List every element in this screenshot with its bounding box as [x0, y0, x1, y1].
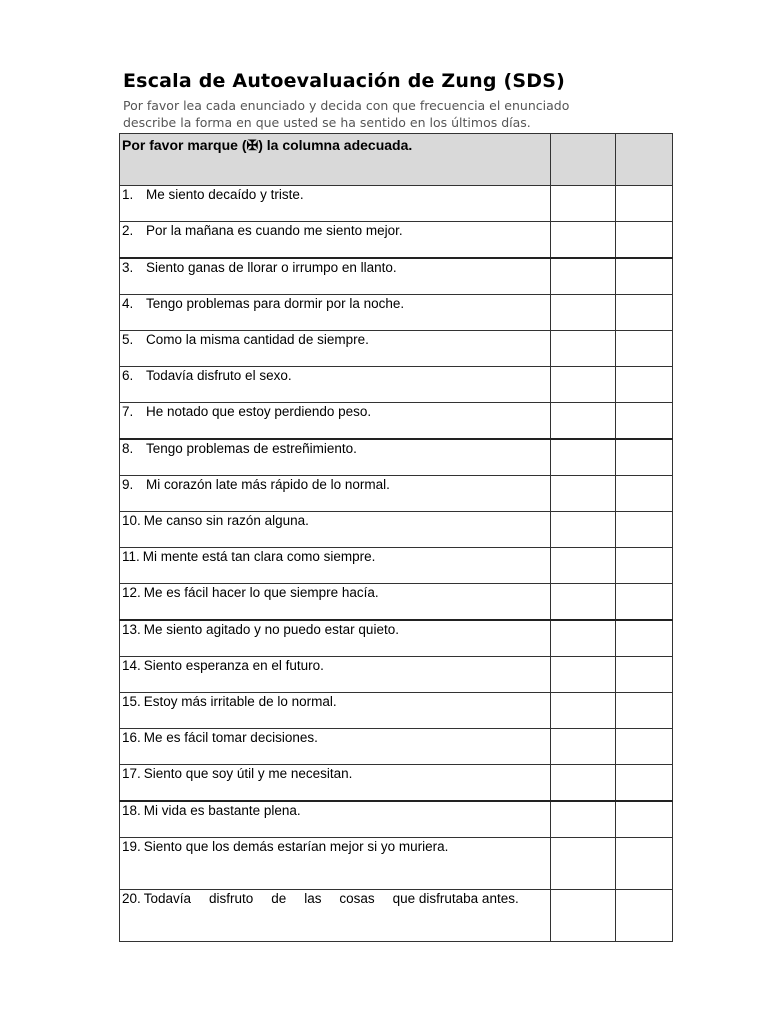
item-text — [144, 891, 519, 906]
item-text-word: Todavía — [143, 891, 192, 906]
answer-cell[interactable] — [551, 890, 616, 942]
item-statement — [120, 838, 551, 890]
item-statement — [120, 403, 551, 440]
table-header-instruction: Por favor marque (✠) la columna adecuada. — [120, 134, 551, 186]
item-text: Me siento agitado y no puedo estar quieto. — [143, 622, 399, 637]
answer-cell[interactable] — [551, 801, 616, 838]
item-text: Siento esperanza en el futuro. — [143, 658, 324, 673]
answer-cell[interactable] — [616, 548, 673, 584]
item-statement — [120, 295, 551, 331]
table-row — [120, 838, 673, 890]
item-number: 16. — [122, 730, 141, 745]
answer-cell[interactable] — [616, 258, 673, 295]
answer-cell[interactable] — [616, 765, 673, 802]
item-statement — [120, 693, 551, 729]
item-text: Mi vida es bastante plena. — [143, 803, 301, 818]
item-text-word: cosas — [339, 891, 375, 906]
answer-cell[interactable] — [551, 295, 616, 331]
item-text: Mi mente está tan clara como siempre. — [142, 549, 376, 564]
item-text-word: de — [271, 891, 287, 906]
item-statement — [120, 729, 551, 765]
item-number: 17. — [122, 766, 141, 781]
item-statement — [120, 331, 551, 367]
item-number: 14. — [122, 658, 141, 673]
item-text: Me es fácil hacer lo que siempre hacía. — [143, 585, 379, 600]
item-number: 19. — [122, 839, 141, 854]
answer-cell[interactable] — [616, 403, 673, 440]
answer-cell[interactable] — [616, 657, 673, 693]
answer-column-header-1 — [551, 134, 616, 186]
item-number: 3. — [122, 260, 134, 275]
answer-cell[interactable] — [616, 367, 673, 403]
answer-cell[interactable] — [551, 222, 616, 259]
answer-cell[interactable] — [616, 890, 673, 942]
item-statement — [120, 439, 551, 476]
table-row — [120, 512, 673, 548]
answer-cell[interactable] — [616, 512, 673, 548]
table-row — [120, 439, 673, 476]
instructions-line-1: Por favor lea cada enunciado y decida con que frecuencia el enunciado — [123, 98, 570, 113]
item-text: Estoy más irritable de lo normal. — [143, 694, 337, 709]
answer-cell[interactable] — [616, 331, 673, 367]
item-statement — [120, 222, 551, 259]
answer-cell[interactable] — [551, 729, 616, 765]
item-text: Me siento decaído y triste. — [146, 187, 304, 202]
answer-cell[interactable] — [551, 548, 616, 584]
item-number: 8. — [122, 441, 134, 456]
item-statement — [120, 476, 551, 512]
item-number: 5. — [122, 332, 134, 347]
answer-cell[interactable] — [551, 439, 616, 476]
item-text: Me es fácil tomar decisiones. — [143, 730, 318, 745]
item-statement — [120, 258, 551, 295]
item-text: Tengo problemas de estreñimiento. — [146, 441, 357, 456]
item-number: 9. — [122, 477, 134, 492]
item-text: Todavía disfruto el sexo. — [146, 368, 292, 383]
table-row — [120, 367, 673, 403]
item-number: 15. — [122, 694, 141, 709]
table-row — [120, 620, 673, 657]
item-statement — [120, 367, 551, 403]
answer-cell[interactable] — [616, 801, 673, 838]
table-row — [120, 186, 673, 222]
answer-cell[interactable] — [616, 476, 673, 512]
item-text-word: las — [304, 891, 322, 906]
table-row — [120, 729, 673, 765]
item-text: Tengo problemas para dormir por la noche. — [146, 296, 405, 311]
item-statement — [120, 657, 551, 693]
item-number: 7. — [122, 404, 134, 419]
table-row — [120, 476, 673, 512]
item-text-word: disfruto — [209, 891, 254, 906]
item-number: 1. — [122, 187, 134, 202]
table-header-row — [120, 134, 673, 186]
item-statement — [120, 548, 551, 584]
item-number: 10. — [122, 513, 141, 528]
table-row — [120, 295, 673, 331]
answer-cell[interactable] — [616, 584, 673, 621]
answer-cell[interactable] — [551, 657, 616, 693]
table-row — [120, 331, 673, 367]
answer-cell[interactable] — [551, 367, 616, 403]
item-number: 13. — [122, 622, 141, 637]
table-row — [120, 657, 673, 693]
table-row — [120, 258, 673, 295]
item-number: 4. — [122, 296, 134, 311]
item-statement — [120, 584, 551, 621]
answer-cell[interactable] — [551, 584, 616, 621]
table-row — [120, 765, 673, 802]
table-row — [120, 584, 673, 621]
item-statement — [120, 890, 551, 942]
answer-cell[interactable] — [551, 331, 616, 367]
item-text-word: que disfrutaba antes. — [392, 891, 519, 906]
answer-cell[interactable] — [551, 403, 616, 440]
item-statement — [120, 765, 551, 802]
answer-cell[interactable] — [551, 186, 616, 222]
item-text: Por la mañana es cuando me siento mejor. — [146, 223, 403, 238]
answer-cell[interactable] — [616, 186, 673, 222]
item-text: Mi corazón late más rápido de lo normal. — [146, 477, 390, 492]
table-row — [120, 403, 673, 440]
answer-column-header-2 — [616, 134, 673, 186]
table-row — [120, 693, 673, 729]
item-number: 6. — [122, 368, 134, 383]
answer-cell[interactable] — [551, 620, 616, 657]
item-statement — [120, 186, 551, 222]
item-text: Siento que soy útil y me necesitan. — [143, 766, 353, 781]
item-text: Como la misma cantidad de siempre. — [146, 332, 369, 347]
answer-cell[interactable] — [616, 693, 673, 729]
item-statement — [120, 512, 551, 548]
answer-cell[interactable] — [551, 512, 616, 548]
sds-table — [119, 133, 673, 942]
table-row — [120, 801, 673, 838]
item-text: Siento ganas de llorar o irrumpo en llanto. — [146, 260, 397, 275]
answer-cell[interactable] — [551, 693, 616, 729]
answer-cell[interactable] — [551, 765, 616, 802]
instructions-line-2: describe la forma en que usted se ha sentido en los últimos días. — [123, 115, 531, 130]
item-text: Siento que los demás estarían mejor si yo muriera. — [143, 839, 449, 854]
answer-cell[interactable] — [616, 295, 673, 331]
answer-cell[interactable] — [616, 620, 673, 657]
answer-cell[interactable] — [551, 838, 616, 890]
item-number: 12. — [122, 585, 141, 600]
table-row — [120, 222, 673, 259]
table-row — [120, 548, 673, 584]
item-statement — [120, 801, 551, 838]
item-number: 18. — [122, 803, 141, 818]
item-statement — [120, 620, 551, 657]
answer-cell[interactable] — [551, 476, 616, 512]
item-number: 20. — [122, 891, 141, 906]
item-text: Me canso sin razón alguna. — [143, 513, 309, 528]
table-row — [120, 890, 673, 942]
answer-cell[interactable] — [616, 439, 673, 476]
page-title: Escala de Autoevaluación de Zung (SDS) — [123, 70, 565, 92]
answer-cell[interactable] — [616, 729, 673, 765]
answer-cell[interactable] — [551, 258, 616, 295]
item-number: 2. — [122, 223, 134, 238]
instructions — [123, 97, 593, 131]
answer-cell[interactable] — [616, 222, 673, 259]
item-number: 11. — [122, 549, 140, 564]
item-text: He notado que estoy perdiendo peso. — [146, 404, 372, 419]
answer-cell[interactable] — [616, 838, 673, 890]
